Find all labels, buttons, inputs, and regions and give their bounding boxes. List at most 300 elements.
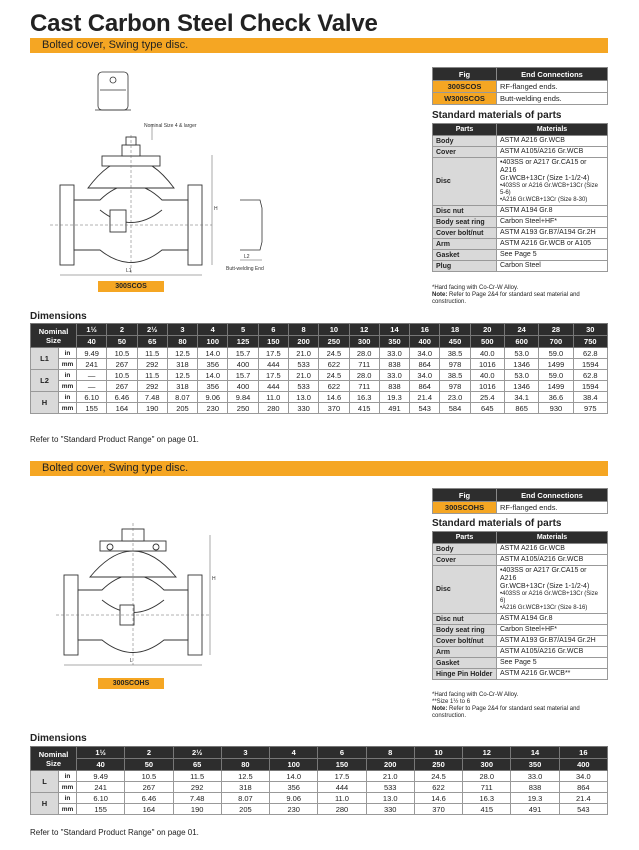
size-mm-header: 300	[349, 336, 379, 348]
dimension-value: 267	[125, 782, 173, 793]
size-mm-header: 750	[573, 336, 607, 348]
part-name: Arm	[433, 647, 497, 658]
dimension-value: 10.5	[107, 370, 137, 381]
dimension-value: 267	[107, 381, 137, 392]
butt-welding-label: Butt-welding End	[226, 266, 264, 272]
dimension-value: 622	[319, 359, 349, 370]
dimension-value: 21.4	[410, 392, 440, 403]
dimension-value: 975	[573, 403, 607, 414]
part-name: Plug	[433, 261, 497, 272]
dimension-value: 864	[410, 381, 440, 392]
table-row	[433, 261, 608, 272]
dimension-value: 318	[167, 381, 197, 392]
dimension-value: 9.49	[77, 771, 125, 782]
size-in-header: 2½	[137, 324, 167, 336]
size-mm-header: 40	[77, 336, 107, 348]
dimension-value: 38.4	[573, 392, 607, 403]
dimension-value: 17.5	[318, 771, 366, 782]
dimension-value: 400	[228, 359, 258, 370]
dimension-value: 444	[258, 359, 288, 370]
size-in-header: 4	[270, 747, 318, 759]
size-mm-header: 100	[198, 336, 228, 348]
size-mm-header: 250	[414, 759, 462, 771]
dimension-value: 1346	[504, 381, 538, 392]
dimension-value: 444	[318, 782, 366, 793]
dimension-value: 584	[440, 403, 470, 414]
dimension-value: 12.5	[167, 348, 197, 359]
size-in-header: 3	[221, 747, 269, 759]
ref-note-1: Refer to "Standard Product Range" on page 01.	[30, 435, 199, 444]
dimensions-table-1	[30, 323, 608, 414]
dimension-value: 14.0	[270, 771, 318, 782]
dimension-value: 318	[221, 782, 269, 793]
ref-note-2: Refer to "Standard Product Range" on page 01.	[30, 828, 199, 837]
part-material: ASTM A216 Gr.WCB**	[497, 669, 608, 680]
valve-body-sketch-2	[64, 529, 202, 655]
valve-drawing-300scohs	[50, 505, 230, 680]
dimension-value: 33.0	[379, 370, 409, 381]
dimensions-title-1: Dimensions	[30, 311, 87, 322]
size-mm-header: 300	[463, 759, 511, 771]
table-row	[31, 392, 608, 403]
size-mm-header: 80	[167, 336, 197, 348]
fig-table-2	[432, 488, 608, 514]
dimension-value: 36.6	[539, 392, 573, 403]
dimension-value: 11.0	[258, 392, 288, 403]
size-mm-header: 80	[221, 759, 269, 771]
table-row	[433, 555, 608, 566]
size-in-header: 2	[107, 324, 137, 336]
dimension-value: 533	[288, 381, 318, 392]
size-in-header: 12	[349, 324, 379, 336]
size-in-header: 16	[410, 324, 440, 336]
size-mm-header: 450	[440, 336, 470, 348]
dimension-value: —	[77, 381, 107, 392]
unit-label: mm	[59, 381, 77, 392]
size-in-header: 4	[198, 324, 228, 336]
size-mm-header: 150	[258, 336, 288, 348]
dimension-value: 292	[173, 782, 221, 793]
unit-label: mm	[59, 782, 77, 793]
size-mm-header: 350	[379, 336, 409, 348]
table-row	[433, 669, 608, 680]
part-material: ASTM A105/A216 Gr.WCB	[497, 147, 608, 158]
table-row	[433, 614, 608, 625]
part-name: Disc	[433, 158, 497, 206]
dimension-label: H	[31, 793, 59, 815]
part-name: Cover bolt/nut	[433, 228, 497, 239]
dimension-value: 40.0	[470, 348, 504, 359]
dimension-value: 164	[107, 403, 137, 414]
dimension-value: 6.46	[107, 392, 137, 403]
size-in-header: 2½	[173, 747, 221, 759]
table-row	[433, 544, 608, 555]
dimension-value: 838	[511, 782, 559, 793]
size-in-header: 28	[539, 324, 573, 336]
size-in-header: 3	[167, 324, 197, 336]
size-in-header: 8	[366, 747, 414, 759]
part-material: ASTM A105/A216 Gr.WCB	[497, 555, 608, 566]
top-view-sketch	[95, 72, 131, 110]
table-row	[433, 658, 608, 669]
dimension-value: 24.5	[319, 348, 349, 359]
dimension-value: 155	[77, 403, 107, 414]
dimension-value: 190	[173, 804, 221, 815]
dimension-value: 14.0	[198, 370, 228, 381]
dimension-value: 1499	[539, 359, 573, 370]
dimension-label: L1	[31, 348, 59, 370]
unit-label: mm	[59, 359, 77, 370]
table-row	[433, 239, 608, 250]
dimension-value: 292	[137, 359, 167, 370]
dimension-value: 6.10	[77, 793, 125, 804]
dimension-value: 7.48	[173, 793, 221, 804]
dimension-value: 8.07	[167, 392, 197, 403]
dimension-value: 491	[379, 403, 409, 414]
dimension-value: 533	[288, 359, 318, 370]
dimension-value: 12.5	[221, 771, 269, 782]
size-mm-header: 200	[366, 759, 414, 771]
part-material: ASTM A216 Gr.WCB or A105	[497, 239, 608, 250]
part-material: ASTM A216 Gr.WCB	[497, 136, 608, 147]
size-in-header: 2	[125, 747, 173, 759]
part-material: ASTM A194 Gr.8	[497, 206, 608, 217]
table-row	[31, 793, 608, 804]
dimension-value: 838	[379, 381, 409, 392]
l2-dimension-label: L2	[244, 254, 250, 260]
dimension-value: 280	[258, 403, 288, 414]
dimension-value: 9.06	[270, 793, 318, 804]
dimension-value: 21.0	[288, 348, 318, 359]
size-in-header: 8	[288, 324, 318, 336]
unit-label: in	[59, 392, 77, 403]
dimension-value: 15.7	[228, 370, 258, 381]
unit-label: in	[59, 793, 77, 804]
size-in-header: 12	[463, 747, 511, 759]
dimension-value: 164	[125, 804, 173, 815]
part-material: Carbon Steel+HF*	[497, 217, 608, 228]
size-mm-header: 700	[539, 336, 573, 348]
dimension-value: 865	[504, 403, 538, 414]
dimension-value: 17.5	[258, 370, 288, 381]
table-row	[31, 348, 608, 359]
size-in-header: 30	[573, 324, 607, 336]
dimension-value: 415	[463, 804, 511, 815]
dimension-value: 53.0	[504, 348, 538, 359]
l-dimension-label-2: L	[130, 658, 133, 664]
dimension-value: 864	[559, 782, 607, 793]
page-title: Cast Carbon Steel Check Valve	[30, 10, 378, 37]
dimension-value: 645	[470, 403, 504, 414]
section2-banner: Bolted cover, Swing type disc.	[30, 461, 608, 476]
dimension-value: 59.0	[539, 348, 573, 359]
part-name: Disc nut	[433, 614, 497, 625]
dimension-value: 23.0	[440, 392, 470, 403]
table-row	[433, 647, 608, 658]
dimension-value: 400	[228, 381, 258, 392]
dimension-value: 318	[167, 359, 197, 370]
size-mm-header: 600	[504, 336, 538, 348]
h-dimension-label-2: H	[212, 576, 216, 582]
part-name: Arm	[433, 239, 497, 250]
unit-label: mm	[59, 804, 77, 815]
dimension-value: 9.49	[77, 348, 107, 359]
materials-table-2: Parts Materials Body ASTM A216 Gr.WCB Cover ASTM A105/A216 Gr.WCB Disc •403SS or A217 Gr.CA15 or A216 Gr.WCB+13Cr (Size 1-1/2-4) •403SS or A216 Gr.WCB+13Cr (Size 6) •A216 Gr.WCB+13Cr (Size 8-16) Disc nut ASTM A194 Gr.8 Body seat ring Carbon Steel+HF* Cover bolt/nut ASTM A193 Gr.B7/A194 Gr.2H Arm ASTM A105/A216 Gr.WCB Gasket See Page 5 Hinge Pin Holder ASTM A216 Gr.WCB**	[432, 531, 608, 680]
table-row	[433, 625, 608, 636]
dimension-value: 978	[440, 359, 470, 370]
materials-title-2: Standard materials of parts	[432, 518, 562, 529]
dimension-value: 28.0	[463, 771, 511, 782]
dimension-value: 19.3	[379, 392, 409, 403]
valve-drawing-300scos	[40, 60, 310, 295]
dimension-value: 33.0	[511, 771, 559, 782]
dimension-value: 280	[318, 804, 366, 815]
dimension-value: 6.10	[77, 392, 107, 403]
size-in-header: 24	[504, 324, 538, 336]
dimension-value: 711	[349, 381, 379, 392]
materials-title-1: Standard materials of parts	[432, 110, 562, 121]
size-in-header: 20	[470, 324, 504, 336]
dimension-value: 864	[410, 359, 440, 370]
unit-label: in	[59, 370, 77, 381]
part-name: Body	[433, 544, 497, 555]
dimension-label: L	[31, 771, 59, 793]
dimension-value: 370	[319, 403, 349, 414]
dimension-value: 8.07	[221, 793, 269, 804]
dimension-value: 10.5	[125, 771, 173, 782]
dimension-value: 14.6	[414, 793, 462, 804]
dimension-value: 34.0	[410, 348, 440, 359]
size-in-header: 14	[379, 324, 409, 336]
dimension-value: 370	[414, 804, 462, 815]
notes-1: *Hard facing with Co-Cr-W Alloy. Note: Refer to Page 2&4 for standard seat material and construction.	[432, 285, 610, 306]
dimension-value: 53.0	[504, 370, 538, 381]
dimension-value: 444	[258, 381, 288, 392]
dimension-value: 155	[77, 804, 125, 815]
dimension-value: 6.46	[125, 793, 173, 804]
part-material: ASTM A105/A216 Gr.WCB	[497, 647, 608, 658]
dimension-value: 11.5	[173, 771, 221, 782]
size-mm-header: 400	[410, 336, 440, 348]
part-name: Gasket	[433, 250, 497, 261]
dimension-value: 622	[414, 782, 462, 793]
table-row	[433, 136, 608, 147]
size-mm-header: 50	[107, 336, 137, 348]
table-row	[433, 147, 608, 158]
drawing2-caption: 300SCOHS	[98, 678, 164, 689]
end-connections-header: End Connections	[497, 68, 608, 81]
materials-table-1: Parts Materials Body ASTM A216 Gr.WCB Cover ASTM A105/A216 Gr.WCB Disc •403SS or A217 Gr.CA15 or A216 Gr.WCB+13Cr (Size 1-1/2-4) •403SS or A216 Gr.WCB+13Cr (Size 5-6) •A216 Gr.WCB+13Cr (Size 8-30) Disc nut ASTM A194 Gr.8 Body seat ring Carbon Steel+HF* Cover bolt/nut ASTM A193 Gr.B7/A194 Gr.2H Arm ASTM A216 Gr.WCB or A105 Gasket See Page 5 Plug Carbon Steel	[432, 123, 608, 272]
size-in-header: 6	[258, 324, 288, 336]
dimension-value: 267	[107, 359, 137, 370]
dimension-value: 9.84	[228, 392, 258, 403]
unit-label: in	[59, 348, 77, 359]
table-row	[433, 228, 608, 239]
dimension-value: 21.4	[559, 793, 607, 804]
dimension-value: 34.0	[559, 771, 607, 782]
dimension-label: L2	[31, 370, 59, 392]
size-mm-header: 250	[319, 336, 349, 348]
part-material: ASTM A216 Gr.WCB	[497, 544, 608, 555]
dimension-value: 356	[198, 381, 228, 392]
dimension-value: 711	[463, 782, 511, 793]
part-name: Hinge Pin Holder	[433, 669, 497, 680]
dimension-value: 838	[379, 359, 409, 370]
size-mm-header: 500	[470, 336, 504, 348]
fig-table-1	[432, 67, 608, 105]
size-mm-header: 40	[77, 759, 125, 771]
dimension-value: 24.5	[414, 771, 462, 782]
size-mm-header: 150	[318, 759, 366, 771]
nominal-size-label: Nominal Size 4 & larger	[144, 123, 197, 129]
dimension-value: 12.5	[167, 370, 197, 381]
part-name: Cover	[433, 555, 497, 566]
part-material: Carbon Steel+HF*	[497, 625, 608, 636]
dimension-value: 38.5	[440, 370, 470, 381]
part-material: •403SS or A217 Gr.CA15 or A216 Gr.WCB+13Cr (Size 1-1/2-4) •403SS or A216 Gr.WCB+13Cr (Size 6) •A216 Gr.WCB+13Cr (Size 8-16)	[497, 566, 608, 614]
part-material: See Page 5	[497, 658, 608, 669]
dimension-value: 330	[366, 804, 414, 815]
table-row	[31, 403, 608, 414]
size-in-header: 10	[414, 747, 462, 759]
dimension-value: 14.6	[319, 392, 349, 403]
table-row	[433, 217, 608, 228]
dimension-value: 28.0	[349, 348, 379, 359]
dimension-value: 1594	[573, 381, 607, 392]
size-mm-header: 400	[559, 759, 607, 771]
dimension-value: 978	[440, 381, 470, 392]
part-material: •403SS or A217 Gr.CA15 or A216 Gr.WCB+13Cr (Size 1-1/2-4) •403SS or A216 Gr.WCB+13Cr (Size 5-6) •A216 Gr.WCB+13Cr (Size 8-30)	[497, 158, 608, 206]
part-name: Body	[433, 136, 497, 147]
part-material: ASTM A193 Gr.B7/A194 Gr.2H	[497, 228, 608, 239]
table-row	[433, 250, 608, 261]
dimension-value: 491	[511, 804, 559, 815]
part-name: Disc nut	[433, 206, 497, 217]
dimension-value: 292	[137, 381, 167, 392]
dimension-value: 21.0	[288, 370, 318, 381]
dimension-value: 28.0	[349, 370, 379, 381]
size-mm-header: 65	[137, 336, 167, 348]
dimension-value: 13.0	[288, 392, 318, 403]
dimension-value: 205	[221, 804, 269, 815]
part-material: Carbon Steel	[497, 261, 608, 272]
dimension-value: 25.4	[470, 392, 504, 403]
fig-header: Fig	[433, 68, 497, 81]
drawing1-caption: 300SCOS	[98, 281, 164, 292]
dimension-value: 11.5	[137, 370, 167, 381]
part-name: Cover bolt/nut	[433, 636, 497, 647]
part-name: Disc	[433, 566, 497, 614]
size-in-header: 16	[559, 747, 607, 759]
table-row	[433, 206, 608, 217]
size-in-header: 14	[511, 747, 559, 759]
dimension-value: 1016	[470, 381, 504, 392]
dimension-value: 930	[539, 403, 573, 414]
dimension-value: 250	[228, 403, 258, 414]
size-in-header: 1½	[77, 747, 125, 759]
part-name: Cover	[433, 147, 497, 158]
dimension-value: 34.1	[504, 392, 538, 403]
size-in-header: 18	[440, 324, 470, 336]
dimension-value: 230	[198, 403, 228, 414]
dimension-value: 11.0	[318, 793, 366, 804]
nominal-size-header: Nominal Size	[31, 324, 77, 348]
dimension-value: 1346	[504, 359, 538, 370]
dimension-value: 24.5	[319, 370, 349, 381]
dimension-value: 241	[77, 359, 107, 370]
note-line: *Hard facing with Co-Cr-W Alloy.	[432, 692, 519, 698]
part-material: ASTM A193 Gr.B7/A194 Gr.2H	[497, 636, 608, 647]
part-name: Body seat ring	[433, 217, 497, 228]
dimension-value: 543	[559, 804, 607, 815]
dimension-value: 1016	[470, 359, 504, 370]
table-row	[31, 359, 608, 370]
dimension-value: 34.0	[410, 370, 440, 381]
size-in-header: 5	[228, 324, 258, 336]
nominal-size-header: Nominal Size	[31, 747, 77, 771]
dimension-value: 62.8	[573, 370, 607, 381]
dimension-value: 356	[198, 359, 228, 370]
dimension-value: 711	[349, 359, 379, 370]
size-mm-header: 125	[228, 336, 258, 348]
size-mm-header: 50	[125, 759, 173, 771]
table-row	[31, 381, 608, 392]
table-row: 300SCOHS RF-flanged ends.	[433, 502, 608, 514]
unit-label: mm	[59, 403, 77, 414]
dimension-value: 17.5	[258, 348, 288, 359]
size-in-header: 6	[318, 747, 366, 759]
dimension-value: 9.06	[198, 392, 228, 403]
h-dimension-label: H	[214, 206, 218, 212]
dimension-value: 15.7	[228, 348, 258, 359]
table-row: 300SCOS RF-flanged ends.	[433, 81, 608, 93]
l1-dimension-label: L1	[126, 268, 132, 274]
size-mm-header: 65	[173, 759, 221, 771]
dimension-value: 16.3	[463, 793, 511, 804]
dimension-value: 415	[349, 403, 379, 414]
unit-label: in	[59, 771, 77, 782]
dimension-value: 21.0	[366, 771, 414, 782]
dimension-value: 19.3	[511, 793, 559, 804]
table-row: W300SCOS Butt-welding ends.	[433, 93, 608, 105]
dimension-value: 241	[77, 782, 125, 793]
table-row	[31, 771, 608, 782]
part-material: ASTM A194 Gr.8	[497, 614, 608, 625]
size-mm-header: 350	[511, 759, 559, 771]
dimension-value: 10.5	[107, 348, 137, 359]
butt-welding-sketch	[240, 200, 262, 260]
size-mm-header: 200	[288, 336, 318, 348]
dimension-value: 190	[137, 403, 167, 414]
dimension-value: 13.0	[366, 793, 414, 804]
table-row	[31, 782, 608, 793]
dimension-value: 533	[366, 782, 414, 793]
dimension-value: —	[77, 370, 107, 381]
fig-header: Fig	[433, 489, 497, 502]
dimensions-title-2: Dimensions	[30, 733, 87, 744]
table-row	[433, 566, 608, 614]
note-line: *Hard facing with Co-Cr-W Alloy.	[432, 285, 519, 291]
dimension-value: 38.5	[440, 348, 470, 359]
table-row	[433, 636, 608, 647]
dimensions-table-2	[30, 746, 608, 815]
dimension-value: 622	[319, 381, 349, 392]
table-row	[31, 804, 608, 815]
dimension-value: 1594	[573, 359, 607, 370]
dimension-value: 40.0	[470, 370, 504, 381]
dimension-value: 14.0	[198, 348, 228, 359]
part-name: Gasket	[433, 658, 497, 669]
